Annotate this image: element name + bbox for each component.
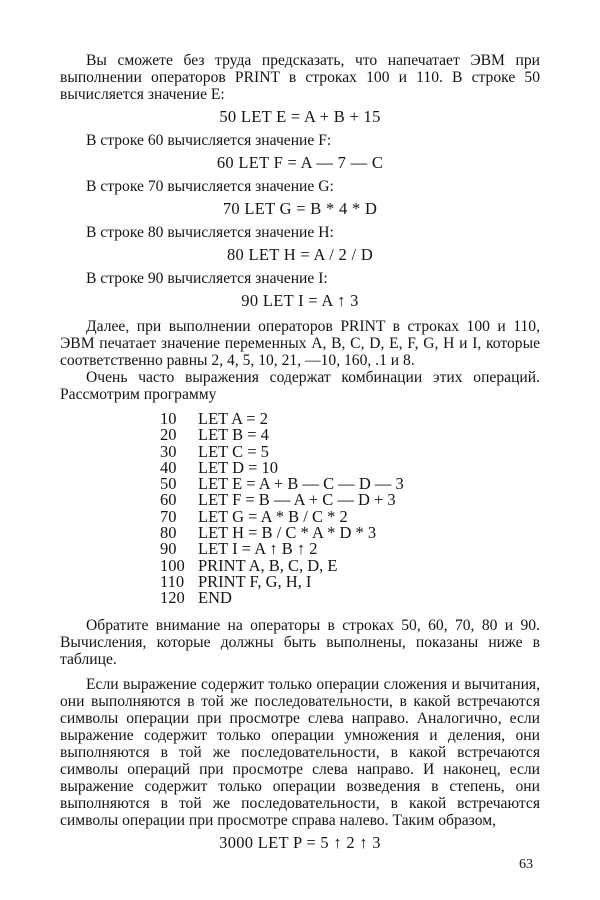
statement: LET A = 2 [198,409,268,428]
formula-line-60: 60 LET F = A — 7 — C [216,153,384,172]
formula-line-70: 70 LET G = B * 4 * D [222,199,378,218]
statement: LET B = 4 [198,425,269,445]
line-number: 80 [160,523,177,543]
line-number: 100 [160,555,185,575]
paragraph-line-90: В строке 90 вычисляется значение I: [86,270,328,287]
line-number: 90 [160,539,177,559]
line-number: 50 [160,474,177,494]
page-number: 63 [519,857,533,872]
formula-line-3000: 3000 LET P = 5 ↑ 2 ↑ 3 [219,832,381,852]
line-number: 110 [160,571,185,591]
line-number: 10 [160,409,177,428]
line-number: 60 [160,490,177,510]
paragraph-combinations: Очень часто выражения содержат комбинации этих операций. Рассмотрим программу [60,369,540,403]
paragraph-intro: Вы сможете без труда предсказать, что напечатает ЭВМ при выполнении операторов PRINT в строках 100 и 110. В строке 50 вычисляется значение E: [60,52,540,103]
line-number: 120 [160,588,185,608]
formula-line-80: 80 LET H = A / 2 / D [226,245,374,264]
formula-line-50: 50 LET E = A + B + 15 [219,107,381,126]
program-listing [160,411,540,607]
paragraph-print-values: Далее, при выполнении операторов PRINT в строках 100 и 110, ЭВМ печатает значение переменных A, B, C, D, E, F, G, H и I, которые соответственно равны 2, 4, 5, 10, 21, —10, 160, .1 и 8. [60,318,540,369]
paragraph-line-60: В строке 60 вычисляется значение F: [86,132,332,149]
statement: LET I = A ↑ B ↑ 2 [198,539,318,559]
statement: LET D = 10 [198,457,279,477]
paragraph-line-80: В строке 80 вычисляется значение H: [86,224,334,241]
program-row [160,590,540,606]
statement: LET E = A + B — C — D — 3 [198,474,404,494]
statement: END [198,588,232,608]
formula-line-90: 90 LET I = A ↑ 3 [241,291,359,310]
statement: PRINT A, B, C, D, E [198,555,338,575]
statement: LET C = 5 [198,441,269,461]
paragraph-line-70: В строке 70 вычисляется значение G: [86,178,334,195]
statement: LET H = B / C * A * D * 3 [198,523,377,543]
paragraph-attention: Обратите внимание на операторы в строках 50, 60, 70, 80 и 90. Вычисления, которые должны быть выполнены, показаны ниже в таблице. [60,616,540,668]
statement: LET G = A * B / C * 2 [198,506,348,526]
statement: PRINT F, G, H, I [198,571,312,591]
page-body [60,52,540,858]
line-number: 70 [160,506,177,526]
line-number: 20 [160,425,177,445]
line-number: 30 [160,441,177,461]
line-number: 40 [160,457,177,477]
statement: LET F = B — A + C — D + 3 [198,490,396,510]
paragraph-order-rules: Если выражение содержит только операции сложения и вычитания, они выполняются в той же последовательности, в какой встречаются символы операции при просмотре слева направо. Аналогично, если выражение содержит только операции умножения и деления, они выполняются в той же последовательности, в какой встречаются символы операций при просмотре слева направо. И наконец, если выражение содержит только операции возведения в степень, они выполняются в той же последовательности, в какой встречаются символы операции при просмотре справа налево. Таким образом, [60,675,540,829]
